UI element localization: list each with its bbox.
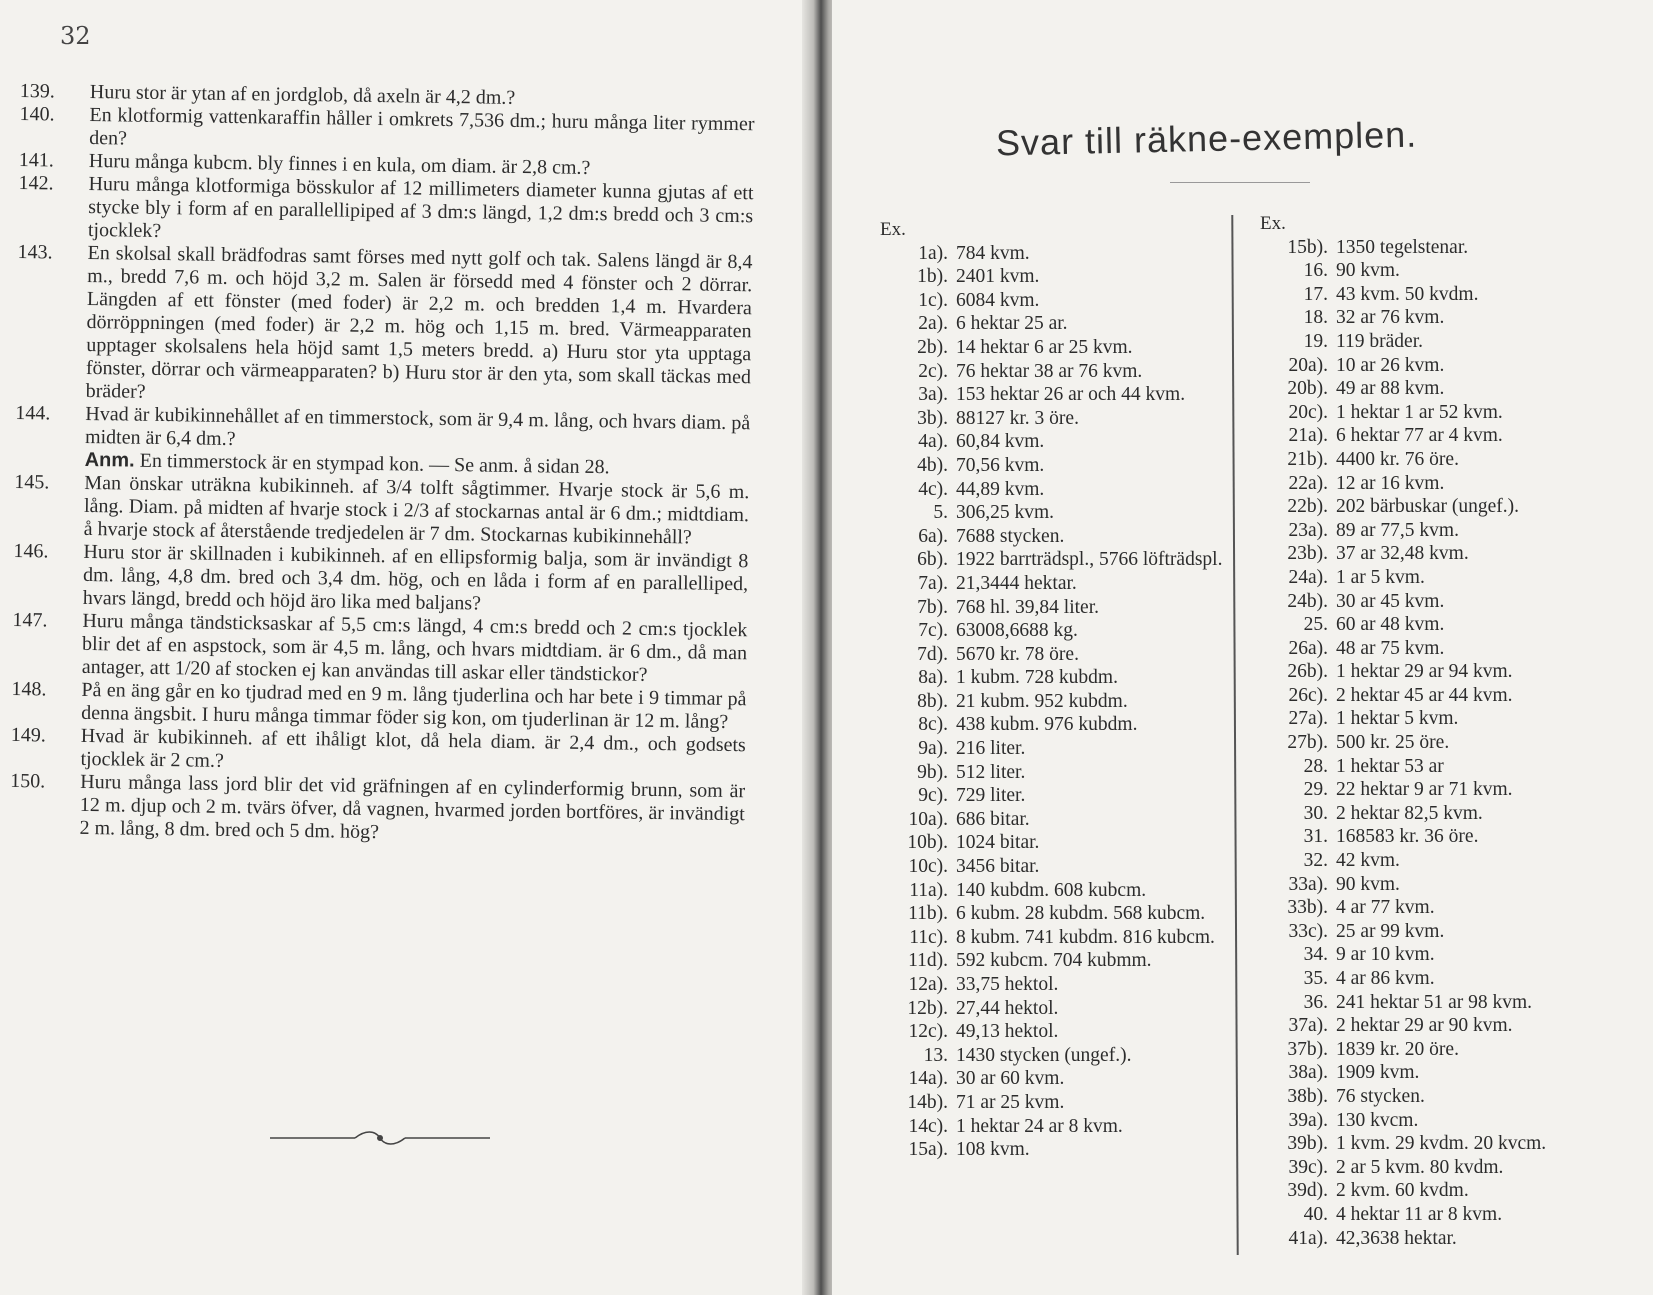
note-label: Anm.	[84, 448, 135, 472]
answer-value: 4 hektar 11 ar 8 kvm.	[1336, 1203, 1503, 1225]
answer-row	[1260, 873, 1640, 897]
answer-key: 27b).	[1287, 732, 1328, 754]
answer-value: 4400 kr. 76 öre.	[1336, 448, 1459, 470]
answer-value: 784 kvm.	[956, 242, 1030, 264]
answer-row	[1260, 519, 1640, 543]
answer-key: 9a).	[918, 738, 948, 760]
answer-row	[1260, 448, 1640, 472]
answer-key: 15a).	[908, 1139, 948, 1161]
answer-row	[1260, 330, 1640, 354]
answer-row	[1260, 1203, 1640, 1227]
answer-key: 30.	[1303, 802, 1328, 824]
answer-value: 1 hektar 29 ar 94 kvm.	[1336, 661, 1513, 683]
answer-row	[880, 242, 1230, 266]
answer-row	[880, 1044, 1230, 1068]
answer-key: 2b).	[917, 336, 948, 358]
answer-key: 4a).	[918, 431, 948, 453]
answer-value: 8 kubm. 741 kubdm. 816 kubcm.	[956, 926, 1215, 948]
problem-number: 146.	[13, 539, 49, 563]
answer-key: 34.	[1303, 944, 1328, 966]
problem-item	[13, 540, 749, 619]
answer-key: 2a).	[918, 313, 948, 335]
answer-value: 90 kvm.	[1336, 873, 1400, 895]
answer-value: 202 bärbuskar (ungef.).	[1336, 496, 1520, 518]
answer-value: 3456 bitar.	[956, 856, 1040, 878]
problem-text: Huru stor är ytan af en jordglob, då axeln är 4,2 dm.?	[89, 80, 516, 109]
answer-value: 2 hektar 82,5 kvm.	[1336, 802, 1483, 824]
answer-value: 592 kubcm. 704 kubmm.	[956, 950, 1152, 972]
answer-value: 2401 kvm.	[956, 266, 1040, 288]
answer-key: 11a).	[909, 879, 948, 901]
answer-value: 512 liter.	[956, 761, 1026, 783]
answer-row	[880, 902, 1230, 926]
answer-key: 14c).	[908, 1115, 948, 1137]
answer-key: 4b).	[917, 454, 948, 476]
answer-key: 24a).	[1288, 566, 1328, 588]
answer-row	[1260, 967, 1640, 991]
answer-key: 40.	[1303, 1203, 1328, 1225]
answer-row	[880, 289, 1230, 313]
answer-key: 11b).	[908, 903, 948, 925]
answer-row	[1260, 637, 1640, 661]
answer-row	[880, 548, 1230, 572]
answer-key: 8a).	[918, 667, 948, 689]
problem-item	[18, 172, 754, 251]
problem-text: Huru många tändsticksaskar af 5,5 cm:s längd, 4 cm:s bredd och 2 cm:s tjocklek blir det af en aspstock, som är 4,5 m. lång, och hvars midtdiam. är 6 dm., då man antager, att 1/20 af stocken ej kan användas till askar eller tändstickor?	[81, 609, 748, 686]
problem-text: Huru många kubcm. bly finnes i en kula, om diam. är 2,8 cm.?	[88, 149, 591, 179]
answer-key: 28.	[1303, 755, 1328, 777]
answer-key: 8b).	[917, 690, 948, 712]
column-head: Ex.	[1260, 213, 1286, 234]
answer-key: 16.	[1303, 260, 1328, 282]
answer-key: 13.	[923, 1044, 948, 1066]
answer-key: 39b).	[1287, 1133, 1328, 1155]
answer-value: 500 kr. 25 öre.	[1336, 732, 1450, 754]
answer-row	[1260, 613, 1640, 637]
answer-row	[880, 1091, 1230, 1115]
answer-value: 48 ar 75 kvm.	[1336, 637, 1445, 659]
answers-column-1	[880, 218, 1230, 1162]
answer-key: 5.	[933, 502, 948, 524]
problem-number: 144.	[15, 401, 51, 425]
answer-key: 39a).	[1288, 1109, 1328, 1131]
answer-key: 39c).	[1288, 1156, 1328, 1178]
problem-number: 147.	[12, 608, 48, 632]
problem-text: En klotformig vattenkaraffin håller i omkrets 7,536 dm.; huru många liter rymmer den?	[89, 103, 755, 150]
answer-key: 32.	[1303, 850, 1328, 872]
answer-value: 216 liter.	[956, 738, 1026, 760]
answer-key: 6b).	[917, 549, 948, 571]
problem-number: 139.	[19, 80, 55, 103]
answer-key: 22b).	[1287, 496, 1328, 518]
answer-value: 90 kvm.	[1336, 260, 1400, 282]
answer-key: 19.	[1303, 330, 1328, 352]
answer-key: 20c).	[1288, 401, 1328, 423]
answer-row	[880, 949, 1230, 973]
answer-value: 27,44 hektol.	[956, 997, 1059, 1019]
problem-list	[9, 80, 755, 849]
problem-text: Huru många lass jord blir det vid gräfningen af en cylinderformig brunn, som är 12 m. djup och 2 m. tvärs öfver, då vagnen, hvarmed jorden bortföres, är invändigt 2 m. lång, 8 dm. bred och 5 dm. hög?	[79, 770, 746, 844]
answer-row	[1260, 707, 1640, 731]
problem-text: På en äng går en ko tjudrad med en 9 m. lång tjuderlina och har bete i 9 timmar på denna ängsbit. I huru många timmar föder sig kon, om tjuderlinan är 12 m. lång?	[81, 678, 747, 733]
answer-value: 60,84 kvm.	[956, 431, 1045, 453]
answer-value: 63008,6688 kg.	[956, 620, 1078, 642]
answer-value: 12 ar 16 kvm.	[1336, 472, 1445, 494]
answer-row	[1260, 1156, 1640, 1180]
answer-row	[1260, 660, 1640, 684]
answer-key: 7a).	[918, 572, 948, 594]
answer-row	[1260, 991, 1640, 1015]
answer-row	[1260, 1061, 1640, 1085]
answer-row	[1260, 354, 1640, 378]
answer-row	[880, 784, 1230, 808]
answer-value: 4 ar 86 kvm.	[1336, 968, 1435, 989]
answer-value: 88127 kr. 3 öre.	[956, 407, 1079, 429]
answer-key: 35.	[1303, 968, 1328, 989]
answer-key: 8c).	[918, 714, 948, 736]
answer-row	[880, 831, 1230, 855]
answer-row	[880, 336, 1230, 360]
answer-row	[880, 407, 1230, 431]
answer-value: 4 ar 77 kvm.	[1336, 897, 1435, 919]
answer-value: 9 ar 10 kvm.	[1336, 944, 1435, 966]
answer-row	[880, 761, 1230, 785]
problem-number: 143.	[17, 240, 53, 264]
answer-value: 168583 kr. 36 öre.	[1336, 826, 1479, 848]
answer-row	[1260, 1038, 1640, 1062]
answer-row	[880, 525, 1230, 549]
answer-key: 24b).	[1287, 590, 1328, 612]
answer-key: 1b).	[917, 266, 948, 288]
answer-value: 32 ar 76 kvm.	[1336, 307, 1445, 329]
answer-value: 130 kvcm.	[1336, 1109, 1419, 1131]
answer-key: 3b).	[917, 407, 948, 429]
answer-value: 71 ar 25 kvm.	[956, 1091, 1065, 1113]
answer-row	[880, 666, 1230, 690]
answer-key: 1c).	[918, 289, 948, 311]
note-text: En timmerstock är en stympad kon. — Se anm. å sidan 28.	[139, 449, 610, 479]
answer-row	[1260, 920, 1640, 944]
answer-value: 49,13 hektol.	[956, 1021, 1059, 1043]
answer-value: 2 kvm. 60 kvdm.	[1336, 1180, 1469, 1202]
answer-row	[1260, 731, 1640, 755]
answer-value: 1430 stycken (ungef.).	[956, 1044, 1132, 1066]
answer-key: 39d).	[1287, 1180, 1328, 1202]
answer-key: 27a).	[1288, 708, 1328, 730]
answer-value: 7688 stycken.	[956, 525, 1065, 547]
answer-value: 60 ar 48 kvm.	[1336, 614, 1445, 636]
answer-value: 1350 tegelstenar.	[1336, 236, 1469, 258]
answer-row	[880, 879, 1230, 903]
answer-key: 26c).	[1288, 684, 1328, 706]
answer-row	[1260, 849, 1640, 873]
answer-key: 20a).	[1288, 354, 1328, 376]
answer-row	[880, 855, 1230, 879]
answer-value: 30 ar 60 kvm.	[956, 1068, 1065, 1090]
answer-value: 6 hektar 77 ar 4 kvm.	[1336, 425, 1503, 447]
answer-value: 25 ar 99 kvm.	[1336, 920, 1445, 942]
answer-row	[1260, 566, 1640, 590]
problem-number: 142.	[18, 171, 54, 195]
answer-key: 17.	[1303, 283, 1328, 305]
answer-value: 729 liter.	[956, 785, 1026, 807]
answer-key: 22a).	[1288, 472, 1328, 494]
answer-row	[880, 1115, 1230, 1139]
answer-value: 140 kubdm. 608 kubcm.	[956, 879, 1147, 901]
answer-value: 6 kubm. 28 kubdm. 568 kubcm.	[956, 903, 1206, 925]
answer-value: 241 hektar 51 ar 98 kvm.	[1336, 991, 1533, 1013]
answer-value: 2 ar 5 kvm. 80 kvdm.	[1336, 1156, 1504, 1178]
answer-value: 76 hektar 38 ar 76 kvm.	[956, 360, 1143, 382]
answer-key: 3a).	[918, 384, 948, 406]
answer-key: 20b).	[1287, 378, 1328, 400]
problem-item	[9, 770, 745, 849]
answer-row	[880, 383, 1230, 407]
answer-row	[880, 737, 1230, 761]
answer-value: 1 hektar 53 ar	[1336, 755, 1444, 777]
answer-key: 14a).	[908, 1068, 948, 1090]
answer-row	[1260, 495, 1640, 519]
answer-key: 1a).	[918, 242, 948, 264]
answer-value: 1 kvm. 29 kvdm. 20 kvcm.	[1336, 1133, 1547, 1155]
answer-row	[880, 1138, 1230, 1162]
answer-key: 9c).	[918, 785, 948, 807]
answer-value: 768 hl. 39,84 liter.	[956, 596, 1099, 618]
answer-key: 37a).	[1288, 1015, 1328, 1037]
problem-number: 141.	[18, 148, 55, 172]
answer-key: 7c).	[918, 620, 948, 642]
answer-value: 14 hektar 6 ar 25 kvm.	[956, 336, 1133, 358]
problem-text: Huru stor är skillnaden i kubikinneh. af en ellipsformig balja, som är invändigt 8 dm. lång, 4,8 dm. bred och 3,4 dm. hög, och en låda i form af en parallelliped, hvars längd, bredd och höjd äro lika med baljans?	[82, 540, 749, 615]
problem-text: Hvad är kubikinneh. af ett ihåligt klot, då hela diam. är 2,4 dm., och godsets tjocklek är 2 cm.?	[80, 724, 746, 772]
answer-row	[880, 1067, 1230, 1091]
answer-key: 37b).	[1287, 1038, 1328, 1060]
answer-row	[1260, 306, 1640, 330]
answer-key: 33b).	[1287, 897, 1328, 919]
answer-value: 306,25 kvm.	[956, 502, 1055, 524]
answer-key: 21b).	[1287, 448, 1328, 470]
answer-value: 153 hektar 26 ar och 44 kvm.	[956, 384, 1186, 406]
answer-row	[1260, 896, 1640, 920]
answer-key: 10b).	[907, 832, 948, 854]
answer-key: 11c).	[909, 926, 948, 948]
answer-key: 12b).	[907, 997, 948, 1019]
problem-text: En skolsal skall brädfodras samt förses med nytt golf och tak. Salens längd är 8,4 m., bredd 7,6 m. och höjd 3,2 m. Salen är försedd med 4 fönster och 2 dörrar. Längden af ett fönster (med foder) är 2,2 m. och bredden 1,4 m. Hvardera dörröppningen (med foder) är 2,2 m. hög och 1,15 m. bred. Värmeapparaten upptager skolsalens hela höjd samt 1,5 meters bredd. a) Huru stor yta upptaga fönster, dörrar och värmeapparaten? b) Huru stor är den yta, som skall täckas med bräder?	[85, 241, 753, 403]
answer-row	[1260, 1132, 1640, 1156]
answer-value: 6 hektar 25 ar.	[956, 313, 1068, 335]
answer-value: 37 ar 32,48 kvm.	[1336, 543, 1469, 565]
answer-row	[1260, 1227, 1640, 1251]
answer-row	[880, 808, 1230, 832]
answers-title: Svar till räkne-exemplen.	[995, 113, 1418, 164]
problem-number: 148.	[11, 677, 47, 701]
column-head: Ex.	[880, 219, 906, 240]
answer-value: 1 ar 5 kvm.	[1336, 566, 1425, 588]
answer-value: 30 ar 45 kvm.	[1336, 590, 1445, 612]
answer-row	[1260, 802, 1640, 826]
answer-row	[880, 572, 1230, 596]
answer-key: 31.	[1303, 826, 1328, 848]
answer-key: 11d).	[908, 950, 948, 972]
answer-row	[1260, 236, 1640, 260]
answer-row	[880, 501, 1230, 525]
answer-value: 2 hektar 45 ar 44 kvm.	[1336, 684, 1513, 706]
answer-value: 89 ar 77,5 kvm.	[1336, 519, 1459, 541]
answer-value: 42,3638 hektar.	[1336, 1227, 1457, 1249]
answer-row	[880, 973, 1230, 997]
answer-row	[1260, 943, 1640, 967]
answer-value: 1 hektar 24 ar 8 kvm.	[956, 1115, 1123, 1137]
answer-row	[880, 596, 1230, 620]
answer-key: 38a).	[1288, 1062, 1328, 1084]
answer-key: 38b).	[1287, 1085, 1328, 1107]
answer-value: 1 hektar 1 ar 52 kvm.	[1336, 401, 1503, 423]
problem-number: 140.	[19, 102, 55, 126]
answer-value: 1922 barrträdspl., 5766 löfträdspl.	[956, 549, 1223, 571]
answer-row	[1260, 542, 1640, 566]
answer-key: 14b).	[907, 1091, 948, 1113]
answer-row	[1260, 778, 1640, 802]
ornament-divider	[270, 1128, 490, 1148]
answer-row	[880, 478, 1230, 502]
answer-row	[1260, 472, 1640, 496]
answer-value: 2 hektar 29 ar 90 kvm.	[1336, 1015, 1513, 1037]
answer-row	[1260, 825, 1640, 849]
answer-row	[1260, 684, 1640, 708]
answer-key: 12a).	[908, 974, 948, 995]
answer-row	[1260, 1109, 1640, 1133]
answer-value: 43 kvm. 50 kvdm.	[1336, 283, 1479, 305]
answer-key: 29.	[1303, 779, 1328, 801]
answer-value: 1 kubm. 728 kubdm.	[956, 667, 1118, 689]
problem-item	[12, 609, 748, 688]
answer-row	[880, 265, 1230, 289]
answer-row	[880, 997, 1230, 1021]
answer-row	[880, 926, 1230, 950]
answer-value: 686 bitar.	[956, 808, 1030, 830]
left-page	[0, 0, 810, 1295]
answer-value: 44,89 kvm.	[956, 478, 1045, 500]
answer-value: 119 bräder.	[1336, 330, 1423, 352]
answer-row	[1260, 401, 1640, 425]
answer-row	[1260, 1014, 1640, 1038]
answer-value: 108 kvm.	[956, 1139, 1030, 1161]
answer-value: 6084 kvm.	[956, 289, 1040, 311]
answer-key: 4c).	[918, 478, 948, 500]
answer-key: 7b).	[917, 596, 948, 618]
answer-key: 18.	[1303, 307, 1328, 329]
answer-row	[880, 454, 1230, 478]
answer-key: 33a).	[1288, 873, 1328, 895]
answer-row	[1260, 259, 1640, 283]
answer-row	[880, 1020, 1230, 1044]
answer-key: 26b).	[1287, 661, 1328, 683]
answer-key: 36.	[1303, 991, 1328, 1013]
answer-row	[880, 430, 1230, 454]
answer-value: 1909 kvm.	[1336, 1062, 1420, 1084]
problem-number: 145.	[14, 470, 50, 494]
answer-value: 1024 bitar.	[956, 832, 1040, 854]
problem-text: Hvad är kubikinnehållet af en timmerstock, som är 9,4 m. lång, och hvars diam. på midten är 6,4 dm.?	[84, 402, 751, 451]
answer-value: 21,3444 hektar.	[956, 572, 1077, 594]
answer-value: 438 kubm. 976 kubdm.	[956, 714, 1138, 736]
answer-value: 76 stycken.	[1336, 1085, 1425, 1107]
answer-row	[1260, 1179, 1640, 1203]
answer-key: 21a).	[1288, 425, 1328, 447]
answer-key: 33c).	[1288, 920, 1328, 942]
answer-key: 23b).	[1287, 543, 1328, 565]
answer-row	[880, 312, 1230, 336]
answer-row	[1260, 424, 1640, 448]
answer-row	[880, 360, 1230, 384]
answer-value: 10 ar 26 kvm.	[1336, 354, 1445, 376]
problem-item	[16, 241, 753, 412]
answer-row	[1260, 377, 1640, 401]
answer-value: 1839 kr. 20 öre.	[1336, 1038, 1459, 1060]
answer-key: 15b).	[1287, 236, 1328, 258]
answer-row	[880, 690, 1230, 714]
answer-key: 25.	[1303, 614, 1328, 636]
answer-value: 70,56 kvm.	[956, 454, 1045, 476]
answer-key: 26a).	[1288, 637, 1328, 659]
answer-key: 6a).	[918, 525, 948, 547]
answer-row	[1260, 283, 1640, 307]
answer-value: 49 ar 88 kvm.	[1336, 378, 1445, 400]
problem-text: Man önskar uträkna kubikinneh. af 3/4 tolft sågtimmer. Hvarje stock är 5,6 m. lång. Diam. på midten af hvarje stock i 2/3 af stockarnas antal är 6 dm.; midtdiam. å hvarje stock af återstående tredjedelen är 7 dm. Stockarnas kubikinnehåll?	[83, 471, 750, 549]
title-rule	[1170, 182, 1310, 183]
answer-row	[1260, 1085, 1640, 1109]
answer-row	[1260, 755, 1640, 779]
answer-value: 21 kubm. 952 kubdm.	[956, 690, 1128, 712]
answer-value: 42 kvm.	[1336, 850, 1400, 872]
page-number: 32	[60, 22, 91, 50]
answer-key: 2c).	[918, 360, 948, 382]
answer-row	[880, 619, 1230, 643]
answer-row	[1260, 590, 1640, 614]
problem-item	[14, 471, 750, 550]
answer-row	[880, 713, 1230, 737]
answer-key: 9b).	[917, 761, 948, 783]
answer-value: 5670 kr. 78 öre.	[956, 643, 1079, 665]
problem-text: Huru många klotformiga bösskulor af 12 millimeters diameter kunna gjutas af ett stycke bly i form af en parallellipiped af 3 dm:s längd, 1,2 dm:s bredd och 3 cm:s tjocklek?	[87, 172, 754, 242]
answer-value: 1 hektar 5 kvm.	[1336, 708, 1459, 730]
answer-key: 23a).	[1288, 519, 1328, 541]
answers-column-2	[1260, 212, 1640, 1250]
answer-key: 41a).	[1288, 1227, 1328, 1249]
answer-value: 33,75 hektol.	[956, 974, 1059, 995]
answer-key: 10c).	[908, 856, 948, 878]
problem-number: 149.	[10, 723, 47, 747]
answer-key: 12c).	[908, 1021, 948, 1043]
answer-row	[880, 643, 1230, 667]
answer-value: 22 hektar 9 ar 71 kvm.	[1336, 779, 1513, 801]
answer-key: 7d).	[917, 643, 948, 665]
problem-number: 150.	[10, 769, 46, 793]
answer-key: 10a).	[908, 808, 948, 830]
